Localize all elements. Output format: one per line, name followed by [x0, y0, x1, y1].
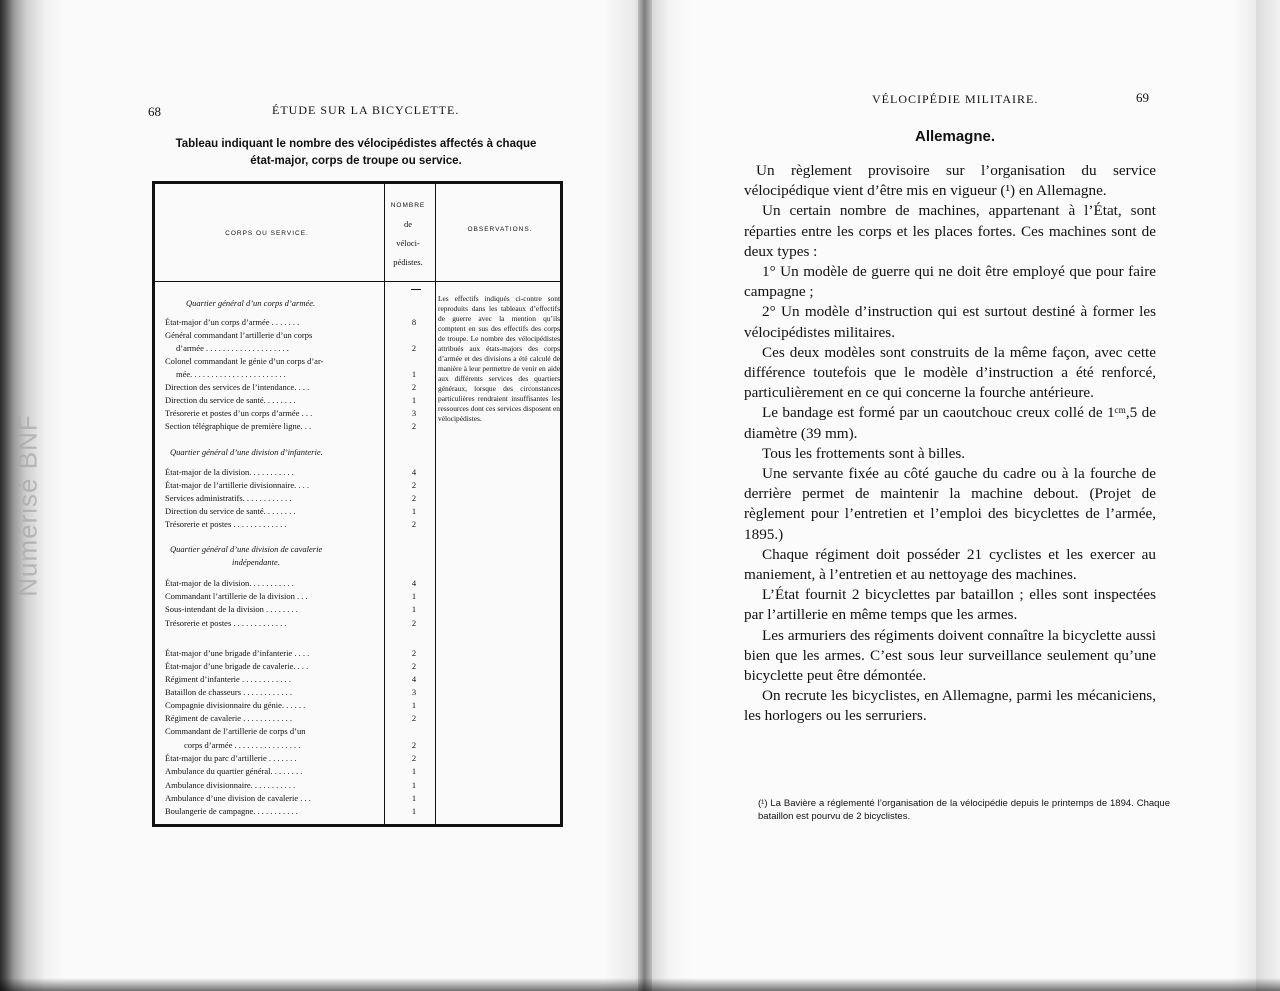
paragraph: Une servante fixée au côté gauche du cadre ou à la fourche de derrière permet de maintenir la machine debout. (Projet de règlement pour l’entretien et l’emploi des bicyclettes de l’armée, 1895.)	[744, 465, 1156, 543]
caption-line-2: état-major, corps de troupe ou service.	[250, 155, 462, 167]
table-row-label: État-major du parc d’artillerie . . . . . . .	[165, 753, 297, 763]
table-row-count: 4	[411, 578, 417, 588]
table-row-label: État-major de la division. . . . . . . . . . .	[165, 578, 294, 588]
paragraph: Le bandage est formé par un caoutchouc creux collé de 1ᶜᵐ,5 de diamètre (39 mm).	[744, 404, 1156, 442]
table-row-label: Général commandant l’artillerie d’un corps	[165, 330, 313, 340]
table-row-label: indépendante.	[232, 557, 280, 567]
table-row-label: Direction du service de santé. . . . . . . .	[165, 395, 296, 405]
table-row-count: 2	[411, 740, 417, 750]
right-running-head: VÉLOCIPÉDIE MILITAIRE.	[872, 92, 1039, 106]
table-row-label: Commandant de l’artillerie de corps d’un	[165, 726, 306, 736]
bottom-shadow	[0, 978, 1280, 991]
paragraph: On recrute les bicyclistes, en Allemagne, parmi les mécaniciens, les horlogers ou les serruriers.	[744, 687, 1156, 725]
table-row-label: corps d’armée . . . . . . . . . . . . . . . .	[184, 740, 301, 750]
table-row-label: Compagnie divisionnaire du génie. . . . . .	[165, 700, 306, 710]
paragraph: Chaque régiment doit posséder 21 cyclistes et les exercer au maniement, à l’entretien et au nettoyage des machines.	[744, 545, 1156, 584]
left-page-number: 68	[148, 104, 161, 119]
caption-line-1: Tableau indiquant le nombre des vélocipédistes affectés à chaque	[175, 138, 537, 150]
table-row-label: Quartier général d’un corps d’armée.	[186, 298, 316, 308]
table-row-label: Régiment de cavalerie . . . . . . . . . . . .	[165, 713, 292, 723]
watermark	[8, 360, 48, 660]
table-row-label: État-major de la division. . . . . . . . . . .	[165, 467, 294, 477]
table-row-label: Section télégraphique de première ligne. . .	[165, 421, 312, 431]
table-row-label: Régiment d’infanterie . . . . . . . . . . . .	[165, 674, 291, 684]
body-text	[744, 161, 1156, 727]
table-row-count: 2	[411, 713, 417, 723]
table-row-label: Bataillon de chasseurs . . . . . . . . . . . .	[165, 687, 293, 697]
left-running-head: ÉTUDE SUR LA BICYCLETTE.	[272, 103, 460, 117]
table-row-count: 2	[411, 661, 417, 671]
table-row-label: Boulangerie de campagne. . . . . . . . . . .	[165, 806, 298, 816]
table-row-label: d’armée . . . . . . . . . . . . . . . . . . . .	[176, 343, 289, 353]
right-page-number: 69	[1136, 90, 1149, 105]
table-row-label: mée. . . . . . . . . . . . . . . . . . . . . . .	[176, 369, 286, 379]
table-row-label: Quartier général d’une division d’infanterie.	[170, 447, 323, 457]
header-corps: CORPS OU SERVICE.	[225, 230, 309, 237]
table-row-count: 1	[411, 591, 417, 601]
table-row-count: 2	[411, 519, 417, 529]
table-row-label: Colonel commandant le génie d’un corps d’ar-	[165, 356, 324, 366]
table-row-label: Trésorerie et postes . . . . . . . . . . . . .	[165, 618, 287, 628]
short-rule	[411, 289, 421, 290]
table-row-label: Trésorerie et postes d’un corps d’armée . . .	[165, 408, 313, 418]
table-row-count: 3	[411, 408, 417, 418]
column-divider	[384, 184, 385, 824]
book-edge-right	[1256, 0, 1280, 991]
table-row-count: 1	[411, 806, 417, 816]
table-row-count: 2	[411, 618, 417, 628]
table-row-count: 2	[411, 421, 417, 431]
table-row-count: 4	[411, 467, 417, 477]
table-row-count: 2	[411, 343, 417, 353]
table-row-label: Quartier général d’une division de cavalerie	[170, 544, 323, 554]
table-row-label: Direction du service de santé. . . . . . . .	[165, 506, 296, 516]
header-nombre	[383, 196, 433, 272]
table-row-count: 1	[411, 766, 417, 776]
table-row-label: Trésorerie et postes . . . . . . . . . . . . .	[165, 519, 287, 529]
table-row-label: État-major d’une brigade de cavalerie. . . .	[165, 661, 309, 671]
table-row-count: 1	[411, 369, 417, 379]
table-row-count: 1	[411, 395, 417, 405]
table-row-label: Ambulance divisionnaire. . . . . . . . . . .	[165, 780, 296, 790]
header-nombre-line: véloci-	[396, 238, 420, 248]
footnote: (¹) La Bavière a réglementé l’organisation de la vélocipédie depuis le printemps de 1894. Chaque bataillon est pourvu de 2 bicyclistes.	[758, 798, 1170, 822]
table-row-label: État-major d’une brigade d’infanterie . . . .	[165, 648, 310, 658]
table-row-count: 1	[411, 604, 417, 614]
paragraph: 1° Un modèle de guerre qui ne doit être employé que pour faire campagne ;	[744, 263, 1156, 301]
column-divider	[435, 184, 436, 824]
table-row-label: Commandant l’artillerie de la division . . .	[165, 591, 308, 601]
table-row-count: 1	[411, 506, 417, 516]
table-row-label: Ambulance du quartier général. . . . . . . .	[165, 766, 303, 776]
paragraph: Les armuriers des régiments doivent connaître la bicyclette aussi bien que les armes. C’est sous leur surveillance seulement qu’une bicyclette peut être démontée.	[744, 626, 1156, 685]
table-row-count: 1	[411, 780, 417, 790]
table-row-count: 3	[411, 687, 417, 697]
table-row-label: État-major de l’artillerie divisionnaire. . . .	[165, 480, 309, 490]
paragraph: Tous les frottements sont à billes.	[762, 444, 966, 462]
paragraph: Un certain nombre de machines, appartenant à l’État, sont réparties entre les corps et les places fortes. Ces machines sont de deux types :	[744, 202, 1156, 260]
table-row-label: Ambulance d’une division de cavalerie . . .	[165, 793, 311, 803]
table-row-count: 2	[411, 480, 417, 490]
header-nombre-line: NOMBRE	[390, 202, 426, 209]
paragraph: L’État fournit 2 bicyclettes par bataillon ; elles sont inspectées par l’artillerie en même temps que les armes.	[744, 586, 1156, 624]
table-row-label: Direction des services de l’intendance. . . .	[165, 382, 310, 392]
header-rule	[155, 281, 560, 282]
table-row-count: 2	[411, 493, 417, 503]
table-row-label: Sous-intendant de la division . . . . . . . .	[165, 604, 298, 614]
table-row-count: 2	[411, 648, 417, 658]
table-row-count: 4	[411, 674, 417, 684]
table-row-count: 1	[411, 700, 417, 710]
table-row-count: 1	[411, 793, 417, 803]
paragraph: 2° Un modèle d’instruction qui est surtout destiné à former les vélocipédistes militaires.	[744, 303, 1156, 341]
table-row-count: 2	[411, 753, 417, 763]
watermark-text: Numérisé BNF	[12, 414, 43, 597]
paragraph: Un règlement provisoire sur l’organisation du service vélocipédique vient d’être mis en vigueur (¹) en Allemagne.	[744, 162, 1156, 200]
observations-text: Les effectifs indiqués ci-contre sont reproduits dans les tableaux d’effectifs de guerre avec la mention qu’ils comptent en sus des effectifs des corps de troupe. Le nombre des vélocipédistes attribués aux états-majors des corps d’armée et des divisions a été calculé de manière à leur permettre de venir en aide aux différents services des quartiers généraux, lorsque des circonstances particulières rendraient insuffisantes les ressources dont ces services disposent en vélocipédistes.	[438, 294, 560, 423]
table-row-label: État-major d’un corps d’armée . . . . . . .	[165, 317, 300, 327]
table-caption	[146, 136, 566, 170]
book-gutter	[638, 0, 652, 991]
table-row-label: Services administratifs. . . . . . . . . . . .	[165, 493, 292, 503]
header-nombre-line: de	[403, 219, 413, 229]
table-row-count: 2	[411, 382, 417, 392]
table-row-count: 8	[411, 317, 417, 327]
paragraph: Ces deux modèles sont construits de la même façon, avec cette différence toutefois que le modèle d’instruction a été renforcé, particulièrement en ce qui concerne la fourche antérieure.	[744, 343, 1156, 402]
header-nombre-line: pédistes.	[393, 257, 423, 267]
section-title: Allemagne.	[914, 128, 996, 145]
header-observations: OBSERVATIONS.	[467, 226, 533, 233]
